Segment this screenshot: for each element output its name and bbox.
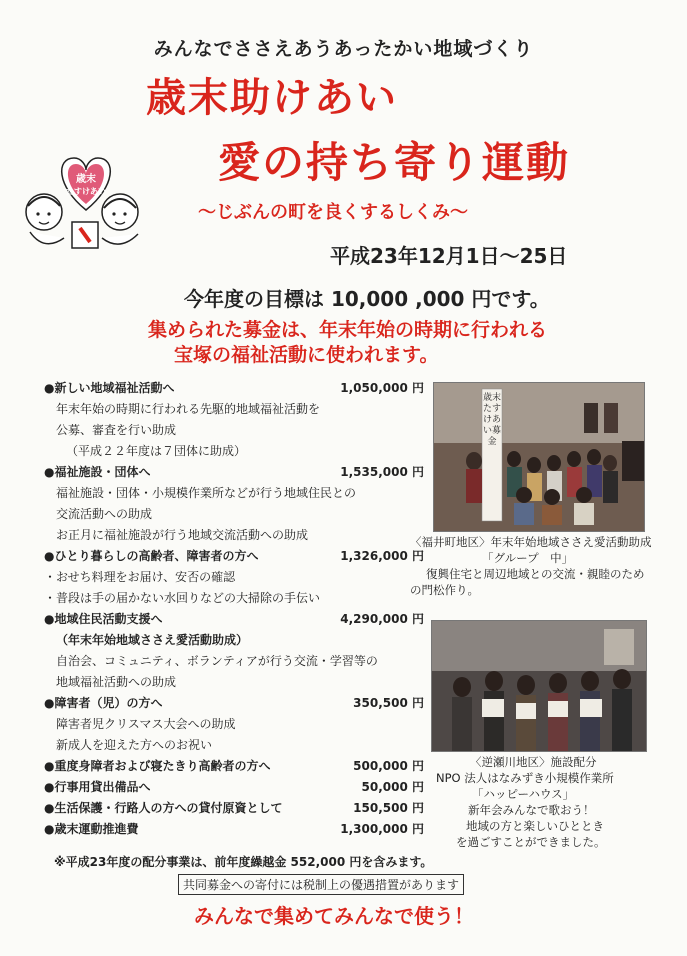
allocation-label: 障害者児クリスマス大会への助成 [56, 717, 236, 731]
allocation-detail [44, 630, 424, 651]
allocation-label: ●福祉施設・団体へ [44, 465, 151, 479]
usage-notice [148, 318, 618, 368]
allocation-label: お正月に福祉施設が行う地域交流活動への助成 [56, 528, 309, 542]
allocation-detail [44, 714, 424, 735]
photo2-caption-3: 「ハッピーハウス」 [472, 787, 575, 801]
allocation-detail [44, 588, 424, 609]
photo2-caption-2: NPO 法人はなみずき小規模作業所 [436, 771, 614, 785]
heart-text-line-1: 歳末 [76, 174, 96, 185]
allocation-heading [44, 777, 424, 798]
fundraising-goal: 今年度の目標は 10,000 ,000 円です。 [184, 287, 550, 311]
allocation-label: ●行事用貸出備品へ [44, 780, 151, 794]
allocation-detail [44, 504, 424, 525]
photo2-caption-6: を過ごすことができました。 [456, 835, 606, 849]
mascot-illustration [16, 148, 156, 254]
heart-text-line-2: たすけあい [66, 187, 106, 196]
allocation-label: ●生活保護・行路人の方への貸付原資として [44, 801, 283, 815]
banner-text: 歳末たすけあい募金 [483, 393, 502, 447]
allocation-label: 新成人を迎えた方へのお祝い [56, 738, 213, 752]
usage-notice-line-1: 集められた募金は、年末年始の時期に行われる [148, 319, 548, 341]
allocation-heading [44, 378, 424, 399]
title-line-2: 愛の持ち寄り運動 [218, 138, 571, 187]
photo1-caption-4: の門松作り。 [410, 583, 479, 597]
allocation-amount: 1,535,000 円 [340, 465, 424, 479]
allocation-label: ・おせち料理をお届け、安否の確認 [44, 570, 236, 584]
allocation-detail [44, 399, 424, 420]
allocation-detail [44, 525, 424, 546]
allocation-label: ●歳末運動推進費 [44, 822, 139, 836]
allocation-label: （平成２２年度は７団体に助成） [66, 444, 247, 458]
allocation-amount: 500,000 円 [353, 759, 424, 773]
allocation-heading [44, 546, 424, 567]
allocation-heading [44, 798, 424, 819]
allocation-label: 自治会、コミュニティ、ボランティアが行う交流・学習等の [56, 654, 378, 668]
allocation-amount: 1,050,000 円 [340, 381, 424, 395]
campaign-kicker: みんなでささえあうあったかい地域づくり [153, 38, 534, 60]
allocation-label: （年末年始地域ささえ愛活動助成） [56, 633, 249, 647]
allocation-heading [44, 462, 424, 483]
allocation-heading [44, 609, 424, 630]
allocation-detail [44, 441, 424, 462]
usage-notice-line-2: 宝塚の福祉活動に使われます。 [174, 344, 439, 366]
carryover-footnote: ※平成23年度の配分事業は、前年度繰越金 552,000 円を含みます。 [54, 855, 433, 869]
allocation-label: 年末年始の時期に行われる先駆的地域福祉活動を [56, 402, 321, 416]
allocation-detail [44, 420, 424, 441]
photo-sakasegawa-district [431, 620, 647, 752]
allocation-label: ●新しい地域福祉活動へ [44, 381, 175, 395]
title-line-1: 歳末助けあい [146, 75, 398, 121]
allocation-amount: 1,326,000 円 [340, 549, 424, 563]
photo2-caption-4: 新年会みんなで歌おう！ [468, 803, 595, 817]
allocation-label: 交流活動への助成 [56, 507, 153, 521]
photo2-caption-5: 地域の方と楽しいひととき [466, 819, 604, 833]
allocation-detail [44, 483, 424, 504]
allocation-amount: 350,500 円 [353, 696, 424, 710]
allocation-detail [44, 735, 424, 756]
subtitle: ～じぶんの町を良くするしくみ～ [198, 202, 468, 223]
allocation-amount: 50,000 円 [361, 780, 424, 794]
allocation-amount: 150,500 円 [353, 801, 424, 815]
closing-slogan: みんなで集めてみんなで使う！ [194, 904, 474, 928]
photo1-caption-3: 復興住宅と周辺地域との交流・親睦のため [426, 567, 645, 581]
allocation-label: 地域福祉活動への助成 [56, 675, 177, 689]
allocation-list [44, 378, 424, 840]
allocation-label: ・普段は手の届かない水回りなどの大掃除の手伝い [44, 591, 321, 605]
allocation-detail [44, 567, 424, 588]
allocation-label: ●重度身障者および寝たきり高齢者の方へ [44, 759, 271, 773]
allocation-amount: 1,300,000 円 [340, 822, 424, 836]
allocation-heading [44, 819, 424, 840]
allocation-heading [44, 756, 424, 777]
photo2-caption-1: 〈逆瀬川地区〉施設配分 [470, 755, 597, 769]
allocation-label: 福祉施設・団体・小規模作業所などが行う地域住民との [56, 486, 357, 500]
tax-benefit-note: 共同募金への寄付には税制上の優遇措置があります [178, 874, 464, 895]
allocation-label: ●地域住民活動支援へ [44, 612, 163, 626]
allocation-label: ●ひとり暮らしの高齢者、障害者の方へ [44, 549, 259, 563]
allocation-detail [44, 672, 424, 693]
campaign-dates: 平成23年12月1日～25日 [330, 244, 568, 268]
allocation-amount: 4,290,000 円 [340, 612, 424, 626]
photo-fukui-district [433, 382, 645, 532]
allocation-label: ●障害者（児）の方へ [44, 696, 163, 710]
allocation-heading [44, 693, 424, 714]
photo1-caption-1: 〈福井町地区〉年末年始地域ささえ愛活動助成 [410, 535, 652, 549]
photo1-caption-2: 「グループ 中」 [482, 551, 574, 565]
allocation-detail [44, 651, 424, 672]
allocation-label: 公募、審査を行い助成 [56, 423, 177, 437]
